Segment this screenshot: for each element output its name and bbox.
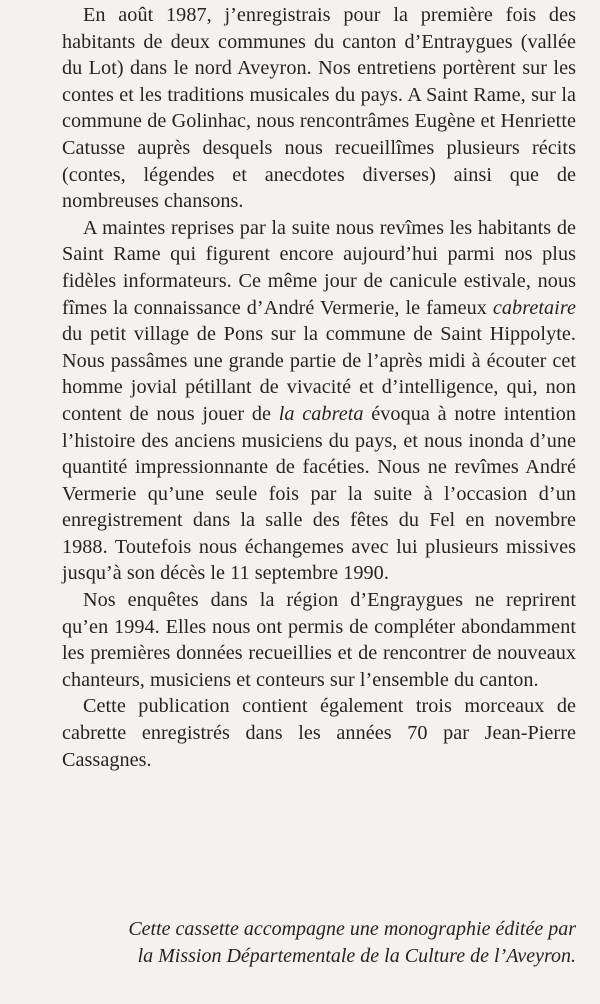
paragraph-4 bbox=[62, 693, 576, 773]
main-text bbox=[62, 2, 576, 773]
publication-note-line-2: la Mission Départementale de la Culture de l’Aveyron. bbox=[137, 944, 576, 967]
publication-note-line-1: Cette cassette accompagne une monographie éditée par bbox=[128, 918, 576, 940]
paragraph-1-text: En août 1987, j’enregistrais pour la première fois des habitants de deux communes du canton d’Entraygues (vallée du Lot) dans le nord Aveyron. Nos entretiens portèrent sur les contes et les traditions musicales du pays. A Saint Rame, sur la commune de Golinhac, nous rencontrâmes Eugène et Henriette Catusse auprès desquels nous recueillîmes plusieurs récits (contes, légendes et anecdotes diverses) ainsi que de nombreuses chansons. bbox=[62, 4, 576, 213]
paragraph-2-text-part-2: du petit village de Pons sur la commune de Saint Hippolyte. Nous passâmes une grande partie de l’après midi à écouter cet homme jovial pétillant de vivacité et d’intelligence, qui, non content de nous jouer de bbox=[62, 323, 576, 425]
paragraph-3-text: Nos enquêtes dans la région d’Engraygues ne reprirent qu’en 1994. Elles nous ont permis de compléter abondamment les premières données recueillies et de rencontrer de nouveaux chanteurs, musiciens et conteurs sur l’ensemble du canton. bbox=[62, 589, 576, 691]
paragraph-3 bbox=[62, 587, 576, 693]
publication-note bbox=[30, 916, 576, 969]
paragraph-2-text-part-3: évoqua à notre intention l’histoire des anciens musiciens du pays, et nous inonda d’une quantité impressionnante de facéties. Nous ne revîmes André Vermerie qu’une seule fois par la suite à l’occasion d’un enregistrement dans la salle des fêtes du Fel en novembre 1988. Toutefois nous échangemes avec lui plusieurs missives jusqu’à son décès le 11 septembre 1990. bbox=[62, 402, 576, 585]
cabretaire-term: cabretaire bbox=[492, 296, 576, 319]
paragraph-2 bbox=[62, 215, 576, 587]
paragraph-2-text-part-1: A maintes reprises par la suite nous revîmes les habitants de Saint Rame qui figurent encore aujourd’hui parmi nos plus fidèles informateurs. Ce même jour de canicule estivale, nous fîmes la connaissance d’André Vermerie, le fameux bbox=[62, 216, 576, 319]
cabreta-term: la cabreta bbox=[278, 402, 364, 425]
paragraph-4-text: Cette publication contient également trois morceaux de cabrette enregistrés dans les années 70 par Jean-Pierre Cassagnes. bbox=[62, 695, 576, 771]
paragraph-1 bbox=[62, 2, 576, 215]
